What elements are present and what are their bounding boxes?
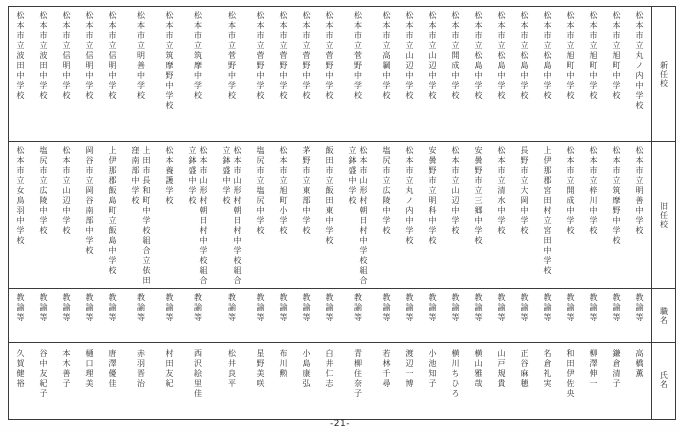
old-school-text: 茅野市立東部中学校: [302, 146, 311, 236]
job-title-cell: [467, 289, 490, 343]
job-title-cell: [101, 289, 124, 343]
person-column: [158, 7, 181, 419]
person-column: [124, 7, 158, 419]
new-school-text: 松本市立菅野中学校: [279, 11, 288, 101]
old-school-text: 上伊那郡飯島町立飯島中学校: [108, 146, 117, 276]
old-school-text: 長野市立大岡中学校: [520, 146, 529, 236]
new-school-text: 松本市立筑摩中学校: [193, 11, 203, 101]
name-cell: [444, 343, 467, 417]
name-cell: [78, 343, 101, 417]
new-school-cell: [101, 7, 124, 142]
name-cell: [9, 343, 32, 417]
row-label-new-school: [652, 7, 676, 142]
surname-text: 松井: [227, 349, 237, 369]
name-text: [427, 349, 438, 415]
people-columns: [9, 7, 651, 419]
new-school-text: 松本市立開成中学校: [451, 11, 460, 101]
person-column: [55, 7, 78, 419]
job-title-text: 教諭等: [589, 293, 598, 323]
name-cell: [582, 343, 605, 417]
job-title-text: 教諭等: [543, 293, 552, 323]
given-name-text: 良平: [227, 369, 237, 389]
old-school-text: 松本市立女鳥羽中学校: [16, 146, 25, 246]
old-school-cell: [605, 142, 628, 289]
job-title-text: 教諭等: [85, 293, 94, 323]
given-name-text: 仁志: [325, 369, 334, 389]
old-school-cell: [9, 142, 32, 289]
name-cell: [158, 343, 181, 417]
old-school-cell: [158, 142, 181, 289]
surname-text: 横川: [451, 349, 460, 369]
person-column: [341, 7, 375, 419]
old-school-cell: [101, 142, 124, 289]
job-title-text: 教諭等: [612, 293, 621, 323]
old-school-cell: [421, 142, 444, 289]
new-school-cell: [559, 7, 582, 142]
surname-text: 横山: [474, 349, 483, 369]
surname-text: 本木: [62, 349, 71, 369]
row-label-name: [652, 343, 676, 417]
new-school-text: 松本市立旭町中学校: [612, 11, 621, 101]
person-column: [559, 7, 582, 419]
old-school-text: 安曇野市立三郷中学校: [474, 146, 483, 246]
person-column: [536, 7, 559, 419]
old-school-text: 上伊那郡宮田村立宮田中学校: [543, 146, 552, 276]
given-name-text: 一博: [405, 369, 414, 389]
name-cell: [249, 343, 272, 417]
new-school-text: 松本市立松島中学校: [520, 11, 529, 101]
job-title-text: 教諭等: [193, 293, 203, 323]
surname-text: 山戸: [497, 349, 506, 369]
job-title-text: 教諭等: [62, 293, 71, 323]
given-name-text: 勲: [279, 369, 288, 379]
old-school-cell: [318, 142, 341, 289]
new-school-text: 松本市立筑摩野中学校: [165, 11, 174, 111]
old-school-cell: [181, 142, 215, 289]
surname-text: 布川: [279, 349, 288, 369]
job-title-cell: [295, 289, 318, 343]
name-text: [381, 349, 392, 415]
row-label-name-text: 氏名: [659, 371, 669, 389]
person-column: [605, 7, 628, 419]
name-cell: [513, 343, 536, 417]
new-school-text: 松本市立菅野中学校: [325, 11, 334, 101]
surname-text: 唐澤: [108, 349, 117, 369]
person-column: [32, 7, 55, 419]
new-school-cell: [249, 7, 272, 142]
new-school-cell: [181, 7, 215, 142]
name-text: [193, 349, 204, 415]
job-title-cell: [249, 289, 272, 343]
new-school-cell: [9, 7, 32, 142]
job-title-cell: [490, 289, 513, 343]
new-school-text: 松本市立菅野中学校: [256, 11, 265, 101]
new-school-cell: [341, 7, 375, 142]
given-name-text: 伸一: [589, 369, 598, 389]
old-school-cell: [559, 142, 582, 289]
name-text: [255, 349, 266, 415]
new-school-text: 松本市立丸ノ内中学校: [635, 11, 644, 111]
name-text: [164, 349, 175, 415]
surname-text: 正谷: [520, 349, 529, 369]
name-text: [473, 349, 484, 415]
old-school-text: 松本市立丸ノ内中学校: [405, 146, 414, 246]
surname-text: 西沢: [193, 349, 203, 369]
new-school-cell: [32, 7, 55, 142]
given-name-text: 麻穂: [520, 369, 529, 389]
new-school-cell: [272, 7, 295, 142]
given-name-text: 友紀: [165, 369, 174, 389]
given-name-text: 清子: [612, 369, 621, 389]
old-school-text: 安曇野市立明科中学校: [428, 146, 437, 246]
old-school-text: 松本市立明善中学校: [635, 146, 644, 236]
given-name-text: ちひろ: [451, 369, 460, 399]
old-school-text: 松本市山形村朝日村中学校組合立鉢盛中学校: [348, 146, 368, 286]
job-title-text: 教諭等: [279, 293, 288, 323]
new-school-cell: [124, 7, 158, 142]
name-text: [278, 349, 289, 415]
name-cell: [318, 343, 341, 417]
old-school-text: 上田市長和町中学校組合立依田窪南部中学校: [131, 146, 151, 286]
name-cell: [536, 343, 559, 417]
new-school-text: 松本市立菅野中学校: [302, 11, 311, 101]
name-cell: [181, 343, 215, 417]
new-school-cell: [295, 7, 318, 142]
old-school-cell: [124, 142, 158, 289]
name-cell: [375, 343, 398, 417]
job-title-text: 教諭等: [520, 293, 529, 323]
surname-text: 鎌倉: [612, 349, 621, 369]
old-school-cell: [582, 142, 605, 289]
name-cell: [272, 343, 295, 417]
old-school-text: 塩尻市立広陵中学校: [39, 146, 48, 236]
new-school-cell: [158, 7, 181, 142]
new-school-cell: [605, 7, 628, 142]
job-title-cell: [605, 289, 628, 343]
old-school-text: 松本市立梓川中学校: [589, 146, 598, 236]
name-text: [15, 349, 26, 415]
new-school-cell: [467, 7, 490, 142]
job-title-cell: [398, 289, 421, 343]
old-school-text: 松本養護学校: [165, 146, 174, 206]
job-title-text: 教諭等: [635, 293, 644, 323]
job-title-cell: [628, 289, 651, 343]
name-cell: [628, 343, 651, 417]
surname-text: 白井: [325, 349, 334, 369]
surname-text: 青柳: [353, 349, 363, 369]
given-name-text: 規貴: [497, 369, 506, 389]
new-school-cell: [444, 7, 467, 142]
surname-text: 樋口: [85, 349, 94, 369]
new-school-cell: [78, 7, 101, 142]
name-cell: [124, 343, 158, 417]
new-school-cell: [536, 7, 559, 142]
new-school-text: 松本市立信明中学校: [85, 11, 94, 101]
job-title-text: 教諭等: [405, 293, 414, 323]
old-school-cell: [467, 142, 490, 289]
new-school-cell: [215, 7, 249, 142]
old-school-cell: [628, 142, 651, 289]
name-cell: [490, 343, 513, 417]
job-title-text: 教諭等: [165, 293, 174, 323]
job-title-cell: [78, 289, 101, 343]
old-school-cell: [490, 142, 513, 289]
name-cell: [32, 343, 55, 417]
new-school-text: 松本市立松島中学校: [497, 11, 506, 101]
job-title-text: 教諭等: [136, 293, 146, 323]
name-text: [107, 349, 118, 415]
given-name-text: 友紀子: [39, 369, 48, 399]
old-school-cell: [249, 142, 272, 289]
surname-text: 高橋: [635, 349, 644, 369]
surname-text: 谷中: [39, 349, 48, 369]
person-column: [421, 7, 444, 419]
row-label-column: [651, 7, 676, 419]
old-school-cell: [272, 142, 295, 289]
new-school-text: 松本市立松島中学校: [543, 11, 552, 101]
job-title-text: 教諭等: [382, 293, 391, 323]
job-title-text: 教諭等: [497, 293, 506, 323]
given-name-text: 善子: [62, 369, 71, 389]
new-school-cell: [398, 7, 421, 142]
name-text: [227, 349, 238, 415]
person-column: [272, 7, 295, 419]
given-name-text: 伊佐央: [566, 369, 575, 399]
given-name-text: 健裕: [16, 369, 25, 389]
row-label-title-text: 職名: [659, 306, 669, 325]
old-school-text: 塩尻市立広陵中学校: [382, 146, 391, 236]
personnel-transfer-table: [8, 6, 676, 420]
job-title-cell: [375, 289, 398, 343]
old-school-cell: [536, 142, 559, 289]
old-school-cell: [513, 142, 536, 289]
given-name-text: 絵里佳: [193, 369, 203, 399]
job-title-cell: [318, 289, 341, 343]
surname-text: 名倉: [543, 349, 552, 369]
name-cell: [421, 343, 444, 417]
surname-text: 久賀: [16, 349, 25, 369]
old-school-text: 松本市立筑摩野中学校: [612, 146, 621, 246]
person-column: [318, 7, 341, 419]
old-school-cell: [398, 142, 421, 289]
name-text: [136, 349, 147, 415]
person-column: [78, 7, 101, 419]
surname-text: 村田: [165, 349, 174, 369]
name-cell: [215, 343, 249, 417]
old-school-text: 岡谷市立岡谷南部中学校: [85, 146, 94, 256]
job-title-text: 教諭等: [256, 293, 265, 323]
old-school-text: 松本市立山辺中学校: [62, 146, 71, 236]
old-school-text: 松本市立山辺中学校: [451, 146, 460, 236]
given-name-text: 康弘: [302, 369, 311, 389]
job-title-cell: [444, 289, 467, 343]
job-title-cell: [513, 289, 536, 343]
job-title-cell: [421, 289, 444, 343]
job-title-text: 教諭等: [227, 293, 237, 323]
old-school-cell: [32, 142, 55, 289]
old-school-cell: [295, 142, 318, 289]
old-school-text: 飯田市立飯田東中学校: [325, 146, 334, 246]
person-column: [215, 7, 249, 419]
job-title-cell: [181, 289, 215, 343]
job-title-cell: [559, 289, 582, 343]
new-school-text: 松本市立旭町中学校: [589, 11, 598, 101]
new-school-cell: [421, 7, 444, 142]
name-cell: [101, 343, 124, 417]
given-name-text: 住奈子: [353, 369, 363, 399]
name-text: [61, 349, 72, 415]
old-school-text: 松本市立開成中学校: [566, 146, 575, 236]
name-text: [450, 349, 461, 415]
given-name-text: 薫: [635, 369, 644, 379]
new-school-text: 松本市立菅野中学校: [353, 11, 363, 101]
person-column: [628, 7, 651, 419]
job-title-cell: [341, 289, 375, 343]
person-column: [295, 7, 318, 419]
job-title-text: 教諭等: [428, 293, 437, 323]
job-title-cell: [536, 289, 559, 343]
surname-text: 和田: [566, 349, 575, 369]
new-school-cell: [55, 7, 78, 142]
new-school-cell: [490, 7, 513, 142]
name-cell: [398, 343, 421, 417]
old-school-text: 松本市立清水中学校: [497, 146, 506, 236]
job-title-text: 教諭等: [451, 293, 460, 323]
name-cell: [605, 343, 628, 417]
name-text: [565, 349, 576, 415]
old-school-cell: [341, 142, 375, 289]
new-school-cell: [628, 7, 651, 142]
given-name-text: 優佳: [108, 369, 117, 389]
surname-text: 赤羽: [136, 349, 146, 369]
person-column: [181, 7, 215, 419]
given-name-text: 雅哉: [474, 369, 483, 389]
new-school-text: 松本市立山辺中学校: [428, 11, 437, 101]
person-column: [467, 7, 490, 419]
name-text: [324, 349, 335, 415]
new-school-cell: [375, 7, 398, 142]
job-title-cell: [158, 289, 181, 343]
name-text: [519, 349, 530, 415]
person-column: [490, 7, 513, 419]
new-school-cell: [513, 7, 536, 142]
name-text: [496, 349, 507, 415]
new-school-text: 松本市立山辺中学校: [405, 11, 414, 101]
given-name-text: 晋治: [136, 369, 146, 389]
name-text: [84, 349, 95, 415]
new-school-text: 松本市立旭町中学校: [566, 11, 575, 101]
given-name-text: 千尋: [382, 369, 391, 389]
name-cell: [55, 343, 78, 417]
job-title-cell: [582, 289, 605, 343]
person-column: [398, 7, 421, 419]
job-title-cell: [9, 289, 32, 343]
old-school-cell: [78, 142, 101, 289]
page-number: -21-: [330, 419, 350, 429]
name-text: [634, 349, 645, 415]
name-cell: [467, 343, 490, 417]
name-text: [542, 349, 553, 415]
new-school-text: 松本市立菅野中学校: [227, 11, 237, 101]
given-name-text: 知子: [428, 369, 437, 389]
surname-text: 渡辺: [405, 349, 414, 369]
row-label-old-school-text: 旧任校: [659, 201, 669, 229]
name-text: [588, 349, 599, 415]
person-column: [513, 7, 536, 419]
row-label-old-school: [652, 142, 676, 289]
surname-text: 柳澤: [589, 349, 598, 369]
new-school-text: 松本市立波田中学校: [16, 11, 25, 101]
name-text: [38, 349, 49, 415]
person-column: [582, 7, 605, 419]
job-title-text: 教諭等: [566, 293, 575, 323]
new-school-text: 松本市立信明中学校: [62, 11, 71, 101]
job-title-cell: [272, 289, 295, 343]
surname-text: 小池: [428, 349, 437, 369]
name-cell: [295, 343, 318, 417]
job-title-cell: [215, 289, 249, 343]
job-title-text: 教諭等: [39, 293, 48, 323]
job-title-text: 教諭等: [108, 293, 117, 323]
old-school-text: 松本市山形村朝日村中学校組合立鉢盛中学校: [222, 146, 242, 286]
name-text: [301, 349, 312, 415]
surname-text: 星野: [256, 349, 265, 369]
new-school-text: 松本市立明善中学校: [136, 11, 146, 101]
new-school-text: 松本市立信明中学校: [108, 11, 117, 101]
new-school-text: 松本市立波田中学校: [39, 11, 48, 101]
person-column: [375, 7, 398, 419]
new-school-text: 松本市立高綱中学校: [382, 11, 391, 101]
old-school-text: 松本市立旭町小学校: [279, 146, 288, 236]
person-column: [444, 7, 467, 419]
given-name-text: 美咲: [256, 369, 265, 389]
name-text: [611, 349, 622, 415]
job-title-cell: [32, 289, 55, 343]
name-text: [404, 349, 415, 415]
old-school-text: 塩尻市立塩尻中学校: [256, 146, 265, 236]
new-school-cell: [582, 7, 605, 142]
given-name-text: 理美: [85, 369, 94, 389]
job-title-cell: [55, 289, 78, 343]
job-title-text: 教諭等: [16, 293, 25, 323]
name-text: [353, 349, 364, 415]
person-column: [249, 7, 272, 419]
job-title-text: 教諭等: [353, 293, 363, 323]
row-label-title: [652, 289, 676, 343]
row-label-new-school-text: 新任校: [659, 60, 669, 88]
job-title-text: 教諭等: [302, 293, 311, 323]
new-school-cell: [318, 7, 341, 142]
person-column: [101, 7, 124, 419]
old-school-cell: [444, 142, 467, 289]
old-school-cell: [215, 142, 249, 289]
person-column: [9, 7, 32, 419]
old-school-cell: [55, 142, 78, 289]
given-name-text: 礼実: [543, 369, 552, 389]
old-school-cell: [375, 142, 398, 289]
new-school-text: 松本市立松島中学校: [474, 11, 483, 101]
name-cell: [559, 343, 582, 417]
job-title-text: 教諭等: [474, 293, 483, 323]
old-school-text: 松本市山形村朝日村中学校組合立鉢盛中学校: [188, 146, 208, 286]
surname-text: 若林: [382, 349, 391, 369]
job-title-text: 教諭等: [325, 293, 334, 323]
job-title-cell: [124, 289, 158, 343]
name-cell: [341, 343, 375, 417]
surname-text: 小島: [302, 349, 311, 369]
